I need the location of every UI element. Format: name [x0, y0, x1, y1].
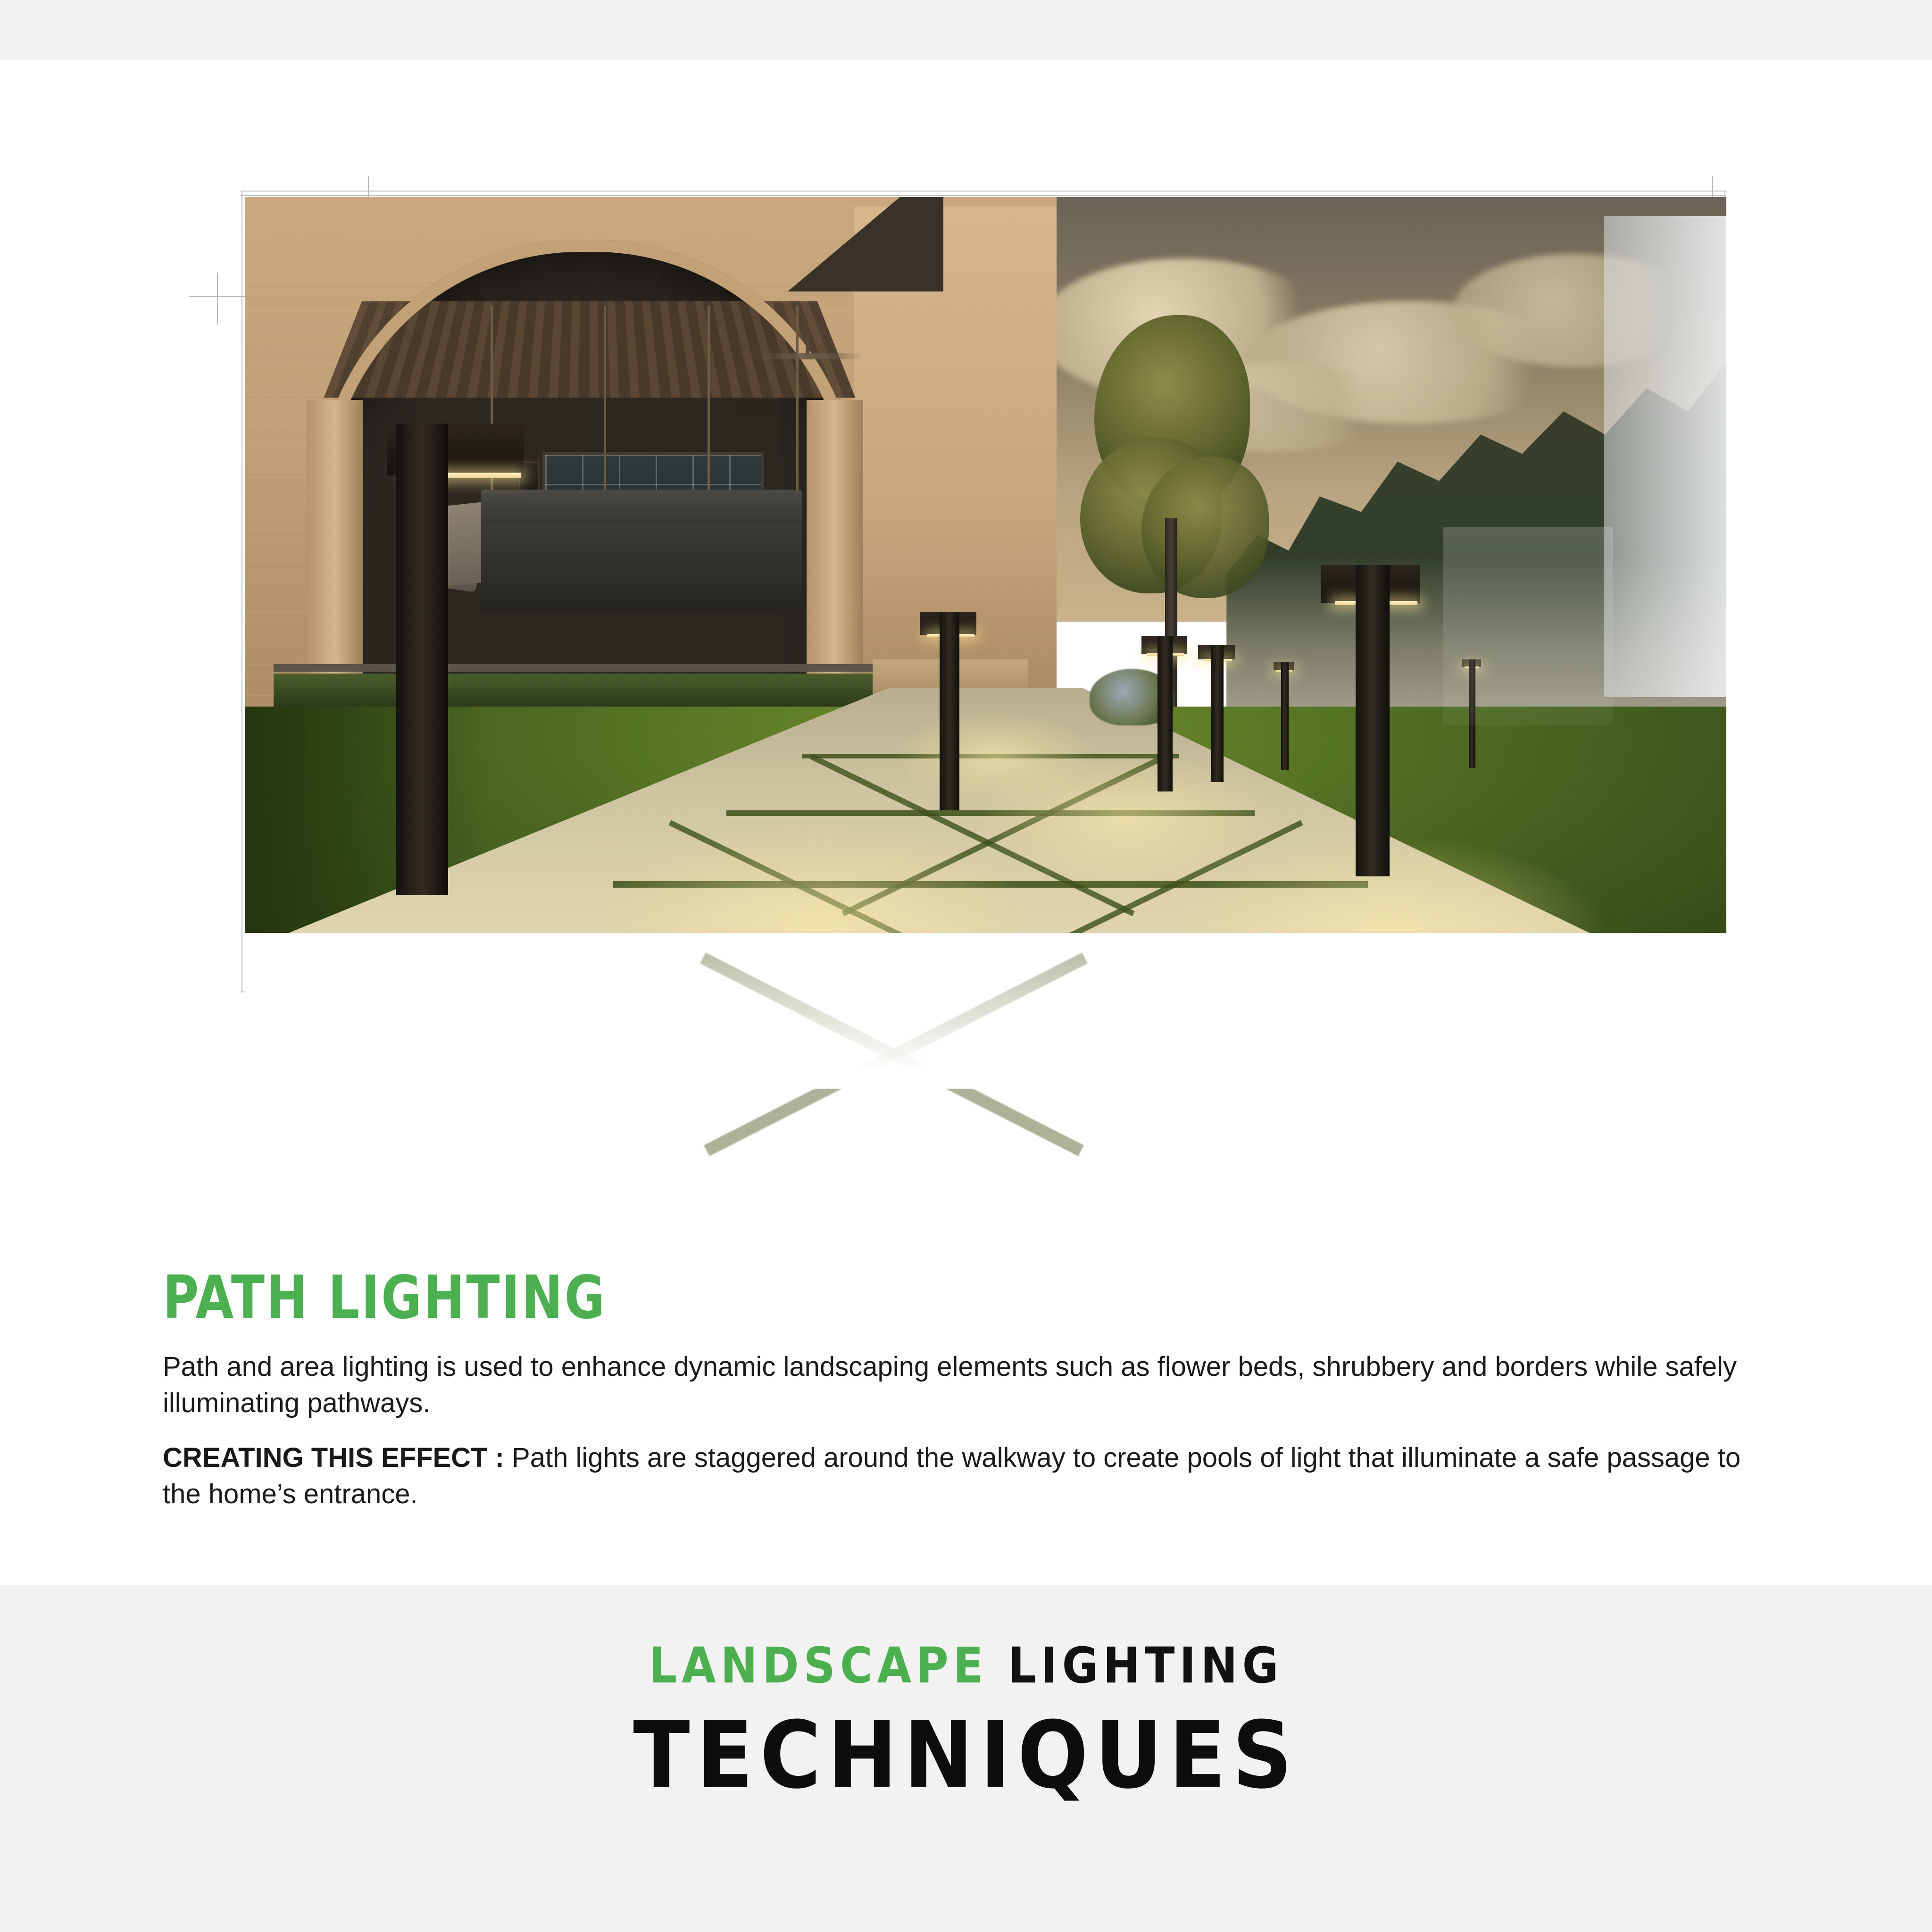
top-band	[0, 0, 1932, 60]
page-body	[0, 60, 1932, 1585]
registration-line-top	[241, 191, 1726, 192]
bollard-post	[1211, 645, 1224, 782]
footer-title-line-2: TECHNIQUES	[633, 1702, 1299, 1809]
porch-railing-top	[274, 664, 972, 672]
porch-swing-seat	[481, 523, 802, 612]
hero-image	[160, 131, 1774, 1159]
walkway-extension-fade	[585, 933, 1387, 1089]
bollard-post	[1356, 565, 1390, 876]
footer-band	[0, 1585, 1932, 1932]
path-light-bollard	[920, 612, 976, 810]
path-light-bollard	[1141, 636, 1187, 791]
ceiling-fan-blades	[755, 353, 863, 359]
glass-overlay-panel	[1443, 527, 1613, 725]
glass-overlay-panel	[1604, 216, 1726, 697]
paver-joint	[726, 810, 1255, 816]
bollard-post	[1158, 636, 1173, 791]
paver-joint	[802, 754, 1179, 758]
bollard-post	[1281, 662, 1289, 770]
effect-text: Path lights are staggered around the walkway to create pools of light that illuminate a safe passage to the home’s entrance.	[163, 1442, 1741, 1509]
content-block	[163, 1263, 1799, 1531]
bollard-post	[940, 612, 959, 810]
tree-canopy	[1141, 457, 1269, 598]
scene-render	[245, 197, 1726, 994]
registration-spur-vertical	[217, 273, 218, 325]
footer-title-line-1	[0, 1637, 1932, 1694]
path-light-bollard	[1198, 645, 1235, 782]
bollard-post	[396, 424, 448, 895]
footer-word-lighting: LIGHTING	[988, 1637, 1283, 1694]
effect-label: CREATING THIS EFFECT :	[163, 1442, 504, 1474]
effect-paragraph	[163, 1440, 1776, 1512]
page-title: PATH LIGHTING	[163, 1263, 607, 1332]
footer-word-landscape: LANDSCAPE	[649, 1637, 988, 1694]
path-light-bollard	[1321, 565, 1420, 876]
description-paragraph: Path and area lighting is used to enhance dynamic landscaping elements such as flower beds, shrubbery and borders while safely illuminating pathways.	[163, 1351, 1737, 1418]
paver-joint	[613, 881, 1368, 888]
registration-line-top-secondary	[241, 195, 1726, 196]
path-light-bollard	[387, 424, 524, 895]
path-light-bollard	[1274, 662, 1294, 770]
